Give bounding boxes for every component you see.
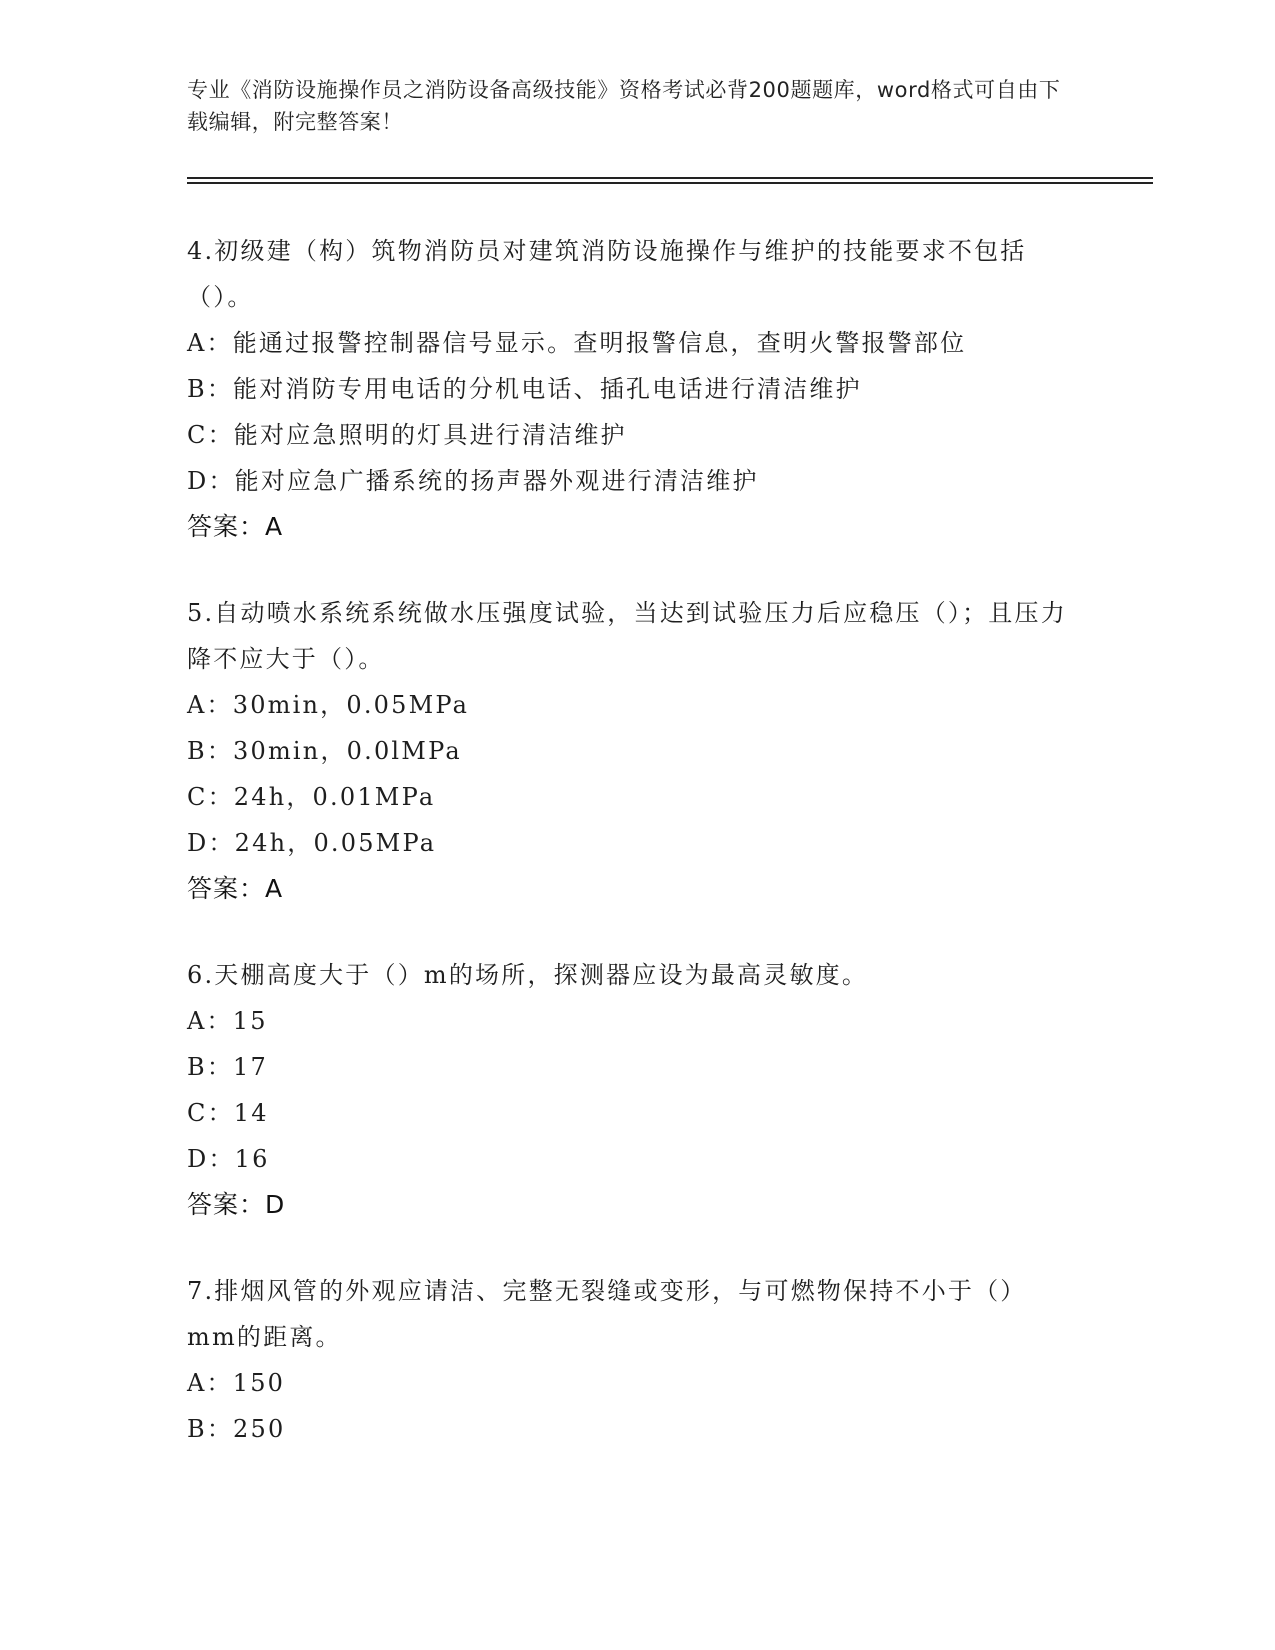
header-divider-top: [187, 177, 1153, 179]
option-c: C：能对应急照明的灯具进行清洁维护: [187, 421, 627, 449]
option-c: C：24h，0.01MPa: [187, 783, 436, 811]
option-b: B：能对消防专用电话的分机电话、插孔电话进行清洁维护: [187, 375, 862, 403]
question-5: [187, 590, 1067, 912]
option-a: A：30min，0.05MPa: [187, 691, 470, 719]
question-stem: 6.天棚高度大于（）m的场所，探测器应设为最高灵敏度。: [187, 961, 869, 989]
option-c: C：14: [187, 1099, 269, 1127]
option-a: A：15: [187, 1007, 268, 1035]
question-7: [187, 1268, 1067, 1452]
option-b: B：250: [187, 1415, 286, 1443]
option-a: A：150: [187, 1369, 286, 1397]
header-divider-bottom: [187, 182, 1153, 184]
answer-line: 答案：D: [187, 1190, 286, 1219]
answer-line: 答案：A: [187, 874, 284, 903]
question-stem: 7.排烟风管的外观应请洁、完整无裂缝或变形，与可燃物保持不小于（）mm的距离。: [187, 1277, 1027, 1351]
document-intro: 专业《消防设施操作员之消防设备高级技能》资格考试必背200题题库，word格式可自由下载编辑，附完整答案！: [187, 78, 1061, 134]
option-d: D：16: [187, 1145, 270, 1173]
question-6: [187, 952, 1067, 1228]
option-d: D：能对应急广播系统的扬声器外观进行清洁维护: [187, 467, 759, 495]
answer-line: 答案：A: [187, 512, 284, 541]
option-b: B：30min，0.0lMPa: [187, 737, 462, 765]
question-stem: 4.初级建（构）筑物消防员对建筑消防设施操作与维护的技能要求不包括（）。: [187, 237, 1027, 311]
option-d: D：24h，0.05MPa: [187, 829, 437, 857]
question-stem: 5.自动喷水系统系统做水压强度试验，当达到试验压力后应稳压（）；且压力降不应大于（）。: [187, 599, 1067, 673]
question-4: [187, 228, 1067, 550]
option-a: A：能通过报警控制器信号显示。查明报警信息，查明火警报警部位: [187, 329, 967, 357]
option-b: B：17: [187, 1053, 268, 1081]
